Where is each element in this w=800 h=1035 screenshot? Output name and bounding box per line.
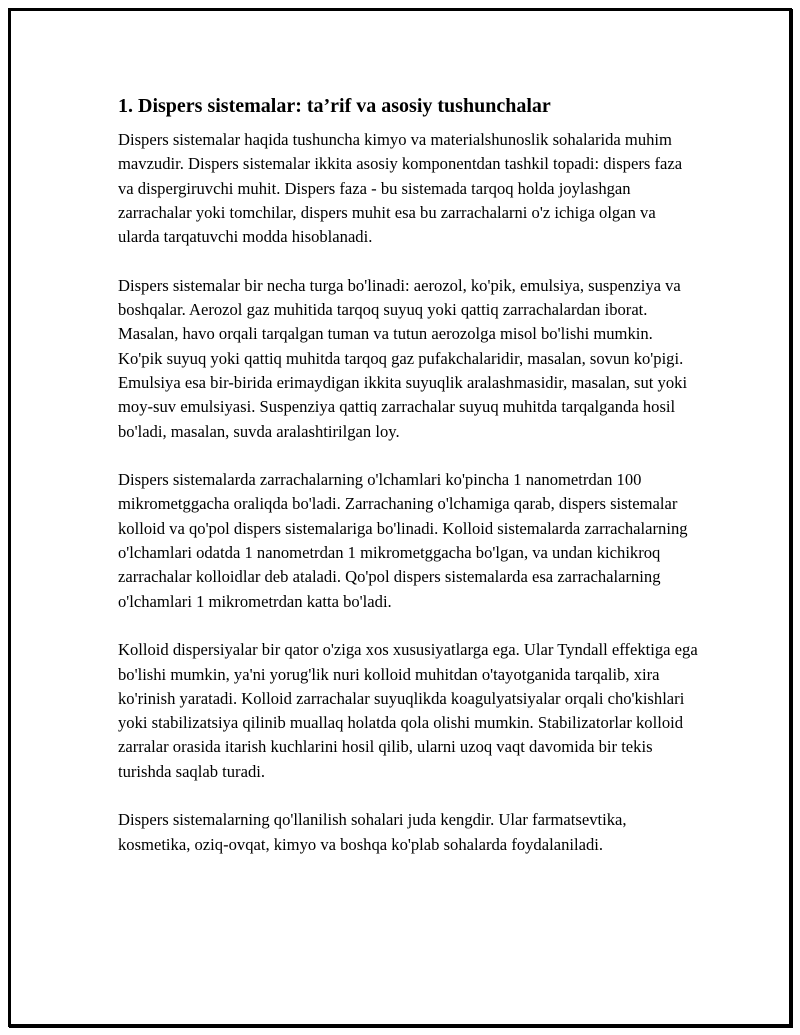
paragraph-types: Dispers sistemalar bir necha turga bo'linadi: aerozol, ko'pik, emulsiya, suspenziya va boshqalar. Aerozol gaz muhitida tarqoq suyuq yoki qattiq zarrachalardan iborat. Masalan, havo orqali tarqalgan tuman va tutun aerozolga misol bo'lishi mumkin. Ko'pik suyuq yoki qattiq muhitda tarqoq gaz pufakchalaridir, masalan, sovun ko'pigi. Emulsiya esa bir-birida erimaydigan ikkita suyuqlik aralashmasidir, masalan, sut yoki moy-suv emulsiyasi. Suspenziya qattiq zarrachalar suyuq muhitda tarqalganda hosil bo'ladi, masalan, suvda aralashtirilgan loy. xyxy=(118,275,688,441)
document-body xyxy=(118,92,698,881)
paragraph-colloid-properties: Kolloid dispersiyalar bir qator o'ziga xos xususiyatlarga ega. Ular Tyndall effektiga ega bo'lishi mumkin, ya'ni yorug'lik nuri kolloid muhitdan o'tayotganida tarqalib, xira ko'rinish yaratadi. Kolloid zarrachalar suyuqlikda koagulyatsiyalar orqali cho'kishlari yoki stabilizatsiya qilinib muallaq holatda qola olishi mumkin. Stabilizatorlar kolloid zarralar orasida itarish kuchlarini hosil qilib, ularni uzoq vaqt davomida bir tekis turishda saqlab turadi. xyxy=(118,640,698,781)
paragraph-particle-sizes: Dispers sistemalarda zarrachalarning o'lchamlari ko'pincha 1 nanometrdan 100 mikrometggacha oraliqda bo'ladi. Zarrachaning o'lchamiga qarab, dispers sistemalar kolloid va qo'pol dispers sistemalariga bo'linadi. Kolloid sistemalarda zarrachalarning o'lchamlari odatda 1 nanometrdan 1 mikrometggacha bo'lgan, va undan kichikroq zarrachalar kolloidlar deb ataladi. Qo'pol dispers sistemalarda esa zarrachalarning o'lchamlari 1 mikrometrdan katta bo'ladi. xyxy=(118,470,688,611)
section-heading: 1. Dispers sistemalar: ta’rif va asosiy tushunchalar xyxy=(118,95,551,117)
paragraph-definition: Dispers sistemalar haqida tushuncha kimyo va materialshunoslik sohalarida muhim mavzudir. Dispers sistemalar ikkita asosiy komponentdan tashkil topadi: dispers faza va dispergiruvchi muhit. Dispers faza - bu sistemada tarqoq holda joylashgan zarrachalar yoki tomchilar, dispers muhit esa bu zarrachalarni o'z ichiga olgan va ularda tarqatuvchi modda hisoblanadi. xyxy=(118,130,683,247)
paragraph-applications: Dispers sistemalarning qo'llanilish sohalari juda kengdir. Ular farmatsevtika, kosmetika, oziq-ovqat, kimyo va boshqa ko'plab sohalarda foydalaniladi. xyxy=(118,810,627,854)
